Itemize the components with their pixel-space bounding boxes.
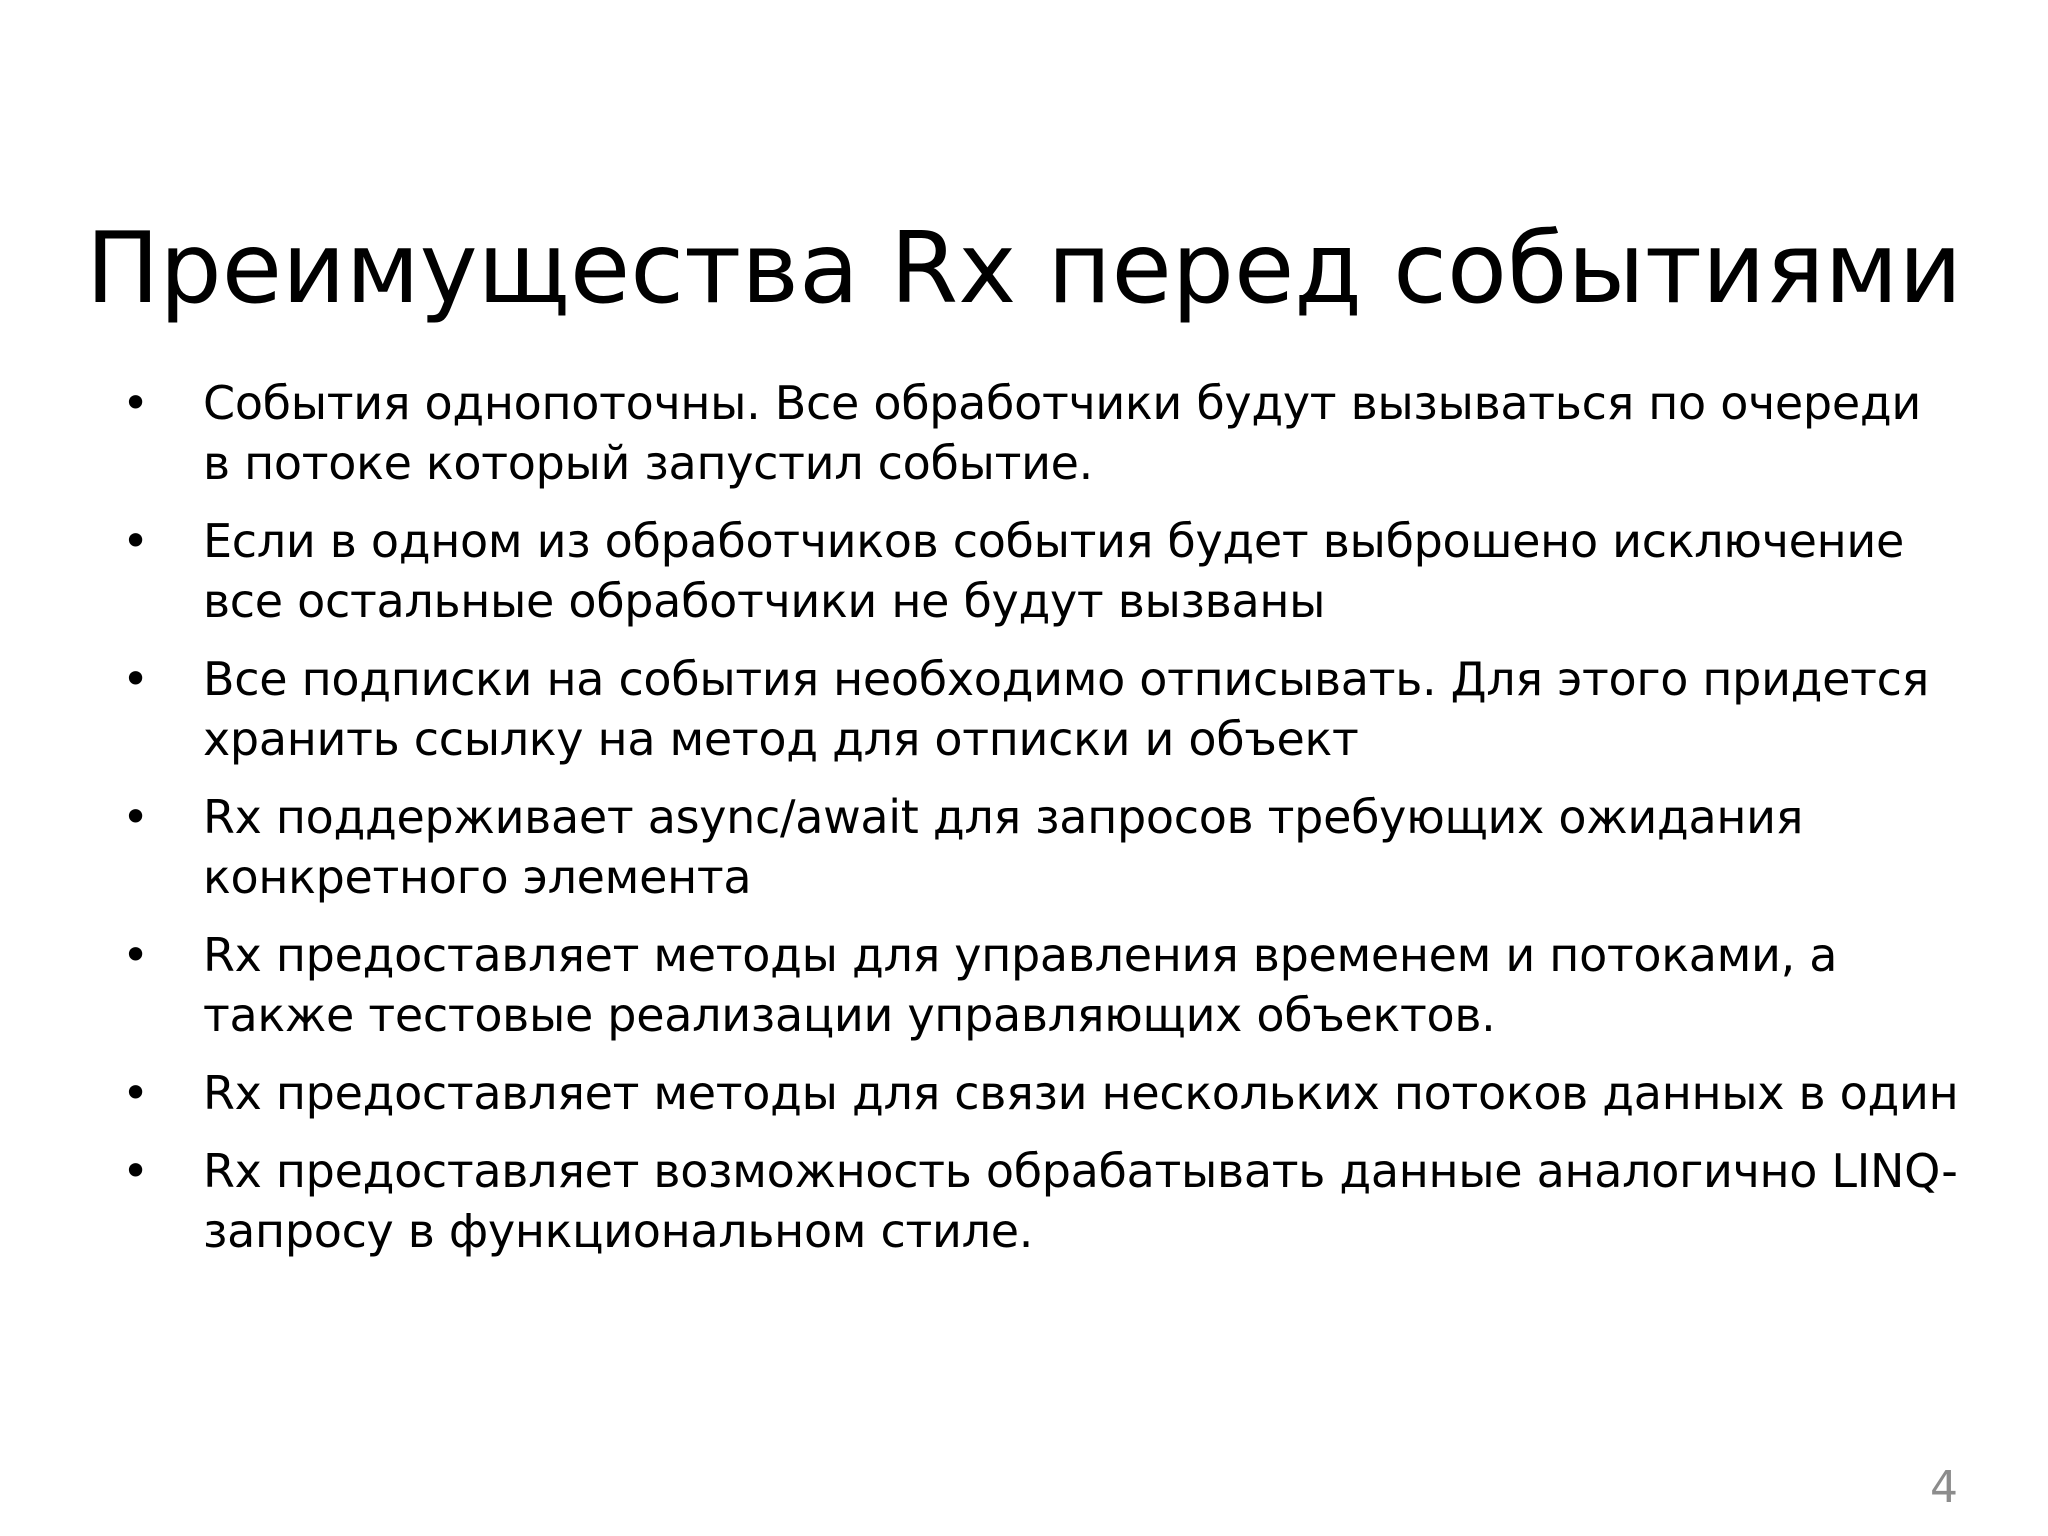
bullet-text: События однопоточны. Все обработчики будут вызываться по очереди в потоке который запустил событие. <box>203 376 1921 490</box>
bullet-item <box>120 787 1960 907</box>
bullet-icon: • <box>122 514 149 568</box>
bullet-item <box>120 1063 1960 1123</box>
bullet-text: Rx предоставляет методы для управления временем и потоками, а также тестовые реализации управляющих объектов. <box>203 928 1838 1042</box>
bullet-list <box>120 373 1960 1279</box>
bullet-text: Rx предоставляет методы для связи нескольких потоков данных в один <box>203 1066 1959 1120</box>
bullet-icon: • <box>122 652 149 706</box>
bullet-item <box>120 649 1960 769</box>
bullet-text: Все подписки на события необходимо отписывать. Для этого придется хранить ссылку на метод для отписки и объект <box>203 652 1930 766</box>
bullet-icon: • <box>122 790 149 844</box>
bullet-icon: • <box>122 1144 149 1198</box>
bullet-text: Если в одном из обработчиков события будет выброшено исключение все остальные обработчики не будут вызваны <box>203 514 1904 628</box>
bullet-item <box>120 1141 1960 1261</box>
bullet-item <box>120 925 1960 1045</box>
bullet-text: Rx предоставляет возможность обрабатывать данные аналогично LINQ-запросу в функциональном стиле. <box>203 1144 1958 1258</box>
bullet-icon: • <box>122 928 149 982</box>
bullet-icon: • <box>122 1066 149 1120</box>
slide-title: Преимущества Rx перед событиями <box>85 211 1963 326</box>
bullet-text: Rx поддерживает async/await для запросов требующих ожидания конкретного элемента <box>203 790 1804 904</box>
bullet-item <box>120 373 1960 493</box>
bullet-item <box>120 511 1960 631</box>
bullet-icon: • <box>122 376 149 430</box>
page-number: 4 <box>1930 1462 1958 1513</box>
